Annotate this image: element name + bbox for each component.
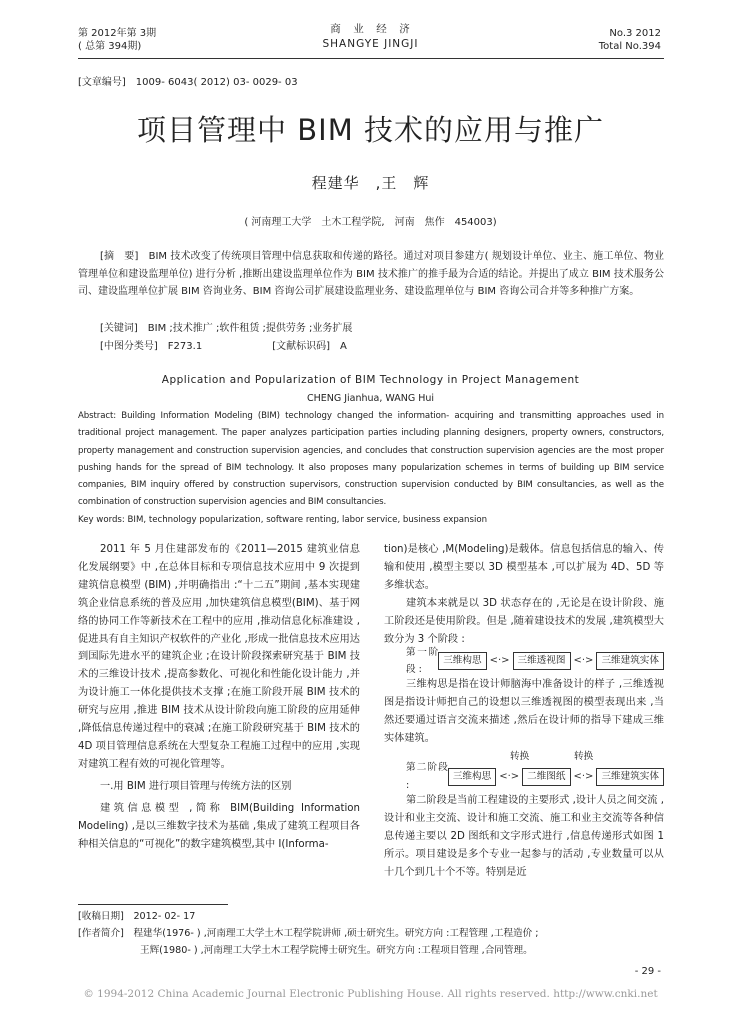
section-heading: 一.用 BIM 进行项目管理与传统方法的区别: [100, 780, 292, 792]
header-rule: [78, 58, 664, 59]
body-paragraph: 三维构思是指在设计师脑海中准备设计的样子 ,三维透视图是指设计师把自己的设想以三维透视图的模型表现出来 ,当然还要通过语言交流来描述 ,然后在设计师的指导下建成三维实体建筑。: [384, 679, 664, 745]
header-journal-cn: 商 业 经 济: [330, 23, 411, 35]
footnotes: [78, 908, 664, 959]
double-arrow-icon: <·>: [573, 655, 594, 667]
double-arrow-icon: <·>: [499, 771, 520, 783]
chinese-abstract: [78, 248, 664, 301]
body-paragraph: 2011 年 5 月住建部发布的《2011—2015 建筑业信息化发展纲要》中 ,在总体目标和专项信息技术应用中 9 次提到建筑信息模型 (BIM) ,并明确指出 :“十二五”期间 ,基本实现建筑企业信息系统的普及应用 ,加快建筑信息模型(BIM)、基于网络的协同工作等新技术在工程中的应用 ,推动信息化标准建设 ,促进具有自主知识产权软件的产业化 ,形成一批信息技术应用达到国际先进水平的建筑企业 ;在设计阶段探索研究基于 BIM 技术的三维设计技术 ,提高参数化、可视化和性能化设计能力 ,并为设计施工一体化提供技术支撑 ;在施工阶段开展 BIM 技术的研究与应用 ,推进 BIM 技术从设计阶段向施工阶段的应用延伸 ,降低信息传递过程中的衰减 ;在施工阶段研究基于 BIM 技术的 4D 项目管理信息系统在大型复杂工程施工过程中的应用 ,实现对建筑工程有效的可视化管理等。: [78, 544, 360, 770]
stage1-diagram: [406, 646, 664, 676]
stage2-box: 三维建筑实体: [596, 768, 664, 786]
conversion-label: 转换: [574, 751, 594, 763]
author-bio-1: [作者简介] 程建华(1976- ) ,河南理工大学土木工程学院讲师 ,硕士研究生。研究方向 :工程管理 ,工程造价 ;: [78, 928, 539, 939]
english-title: Application and Popularization of BIM Technology in Project Management: [161, 374, 580, 386]
double-arrow-icon: <·>: [573, 771, 594, 783]
paper-affiliation: ( 河南理工大学 土木工程学院, 河南 焦作 454003): [244, 217, 497, 228]
article-number: [文章编号] 1009- 6043( 2012) 03- 0029- 03: [78, 77, 298, 88]
english-abstract-text: Abstract: Building Information Modeling (BIM) technology changed the information- acquiring and transmitting approaches used in traditional project management. The paper analyzes participation parties including planning designers, property owners, constructors, property management and construction supervision agencies, and concludes that construction supervision agencies are the most proper pushing hands for the spread of BIM technology. It also proposes many popularization schemes in terms of building up BIM service companies, BIM inquiry offered by construction supervisors, construction supervision conducted by BIM consultancies, as well as the combination of construction supervision agencies and BIM consultancies.: [78, 411, 664, 508]
body-paragraph: 建筑本来就是以 3D 状态存在的 ,无论是在设计阶段、施工阶段还是使用阶段。但是 ,随着建设技术的发展 ,建筑模型大致分为 3 个阶段 :: [384, 597, 664, 645]
stage1-box: 三维构思: [438, 652, 486, 670]
document-code: [文献标识码] A: [272, 341, 347, 352]
conversion-labels: [384, 748, 664, 764]
clc-number: [中图分类号] F273.1: [100, 341, 203, 352]
page-number: - 29 -: [634, 966, 661, 977]
stage1-box: 三维建筑实体: [596, 652, 664, 670]
stage2-box: 二维图纸: [522, 768, 570, 786]
paper-authors: 程建华 ,王 辉: [311, 174, 430, 192]
body-paragraph: tion)是核心 ,M(Modeling)是载体。信息包括信息的输入、传输和使用 ,模型主要以 3D 模型基本 ,可以扩展为 4D、5D 等多维状态。: [384, 544, 664, 591]
header-number-line2: Total No.394: [598, 41, 661, 52]
stage2-label: 第二阶段 :: [406, 762, 448, 792]
classification-row: [100, 338, 352, 356]
header-issue-line2: ( 总第 394期): [78, 41, 142, 52]
author-bio-2: 王辉(1980- ) ,河南理工大学土木工程学院博士研究生。研究方向 :工程项目管理 ,合同管理。: [140, 945, 533, 956]
paper-title: 项目管理中 BIM 技术的应用与推广: [137, 113, 604, 147]
stage2-diagram: [406, 762, 664, 792]
received-date: [收稿日期] 2012- 02- 17: [78, 911, 196, 922]
chinese-keywords-block: [100, 320, 352, 356]
copyright-watermark: © 1994-2012 China Academic Journal Electronic Publishing House. All rights reserved. http://www.cnki.net: [83, 988, 658, 1000]
double-arrow-icon: <·>: [489, 655, 510, 667]
header-journal-en: SHANGYE JINGJI: [322, 38, 419, 50]
body-left-column: [78, 541, 360, 853]
chinese-abstract-text: [摘 要] BIM 技术改变了传统项目管理中信息获取和传递的路径。通过对项目参建方( 规划设计单位、业主、施工单位、物业管理单位和建设监理单位) 进行分析 ,推断出建设监理单位作为 BIM 技术推广的推手最为合适的结论。并提出了成立 BIM 技术服务公司、建设监理单位扩展 BIM 咨询业务、BIM 咨询公司扩展建设监理业务、建设监理单位与 BIM 咨询公司合并等多种推广方案。: [78, 251, 664, 297]
stage1-box: 三维透视图: [513, 652, 571, 670]
conversion-label: 转换: [510, 751, 530, 763]
stage1-label: 第一阶段 :: [406, 646, 439, 676]
footnote-rule: [78, 904, 228, 905]
chinese-keywords: [关键词] BIM ;技术推广 ;软件租赁 ;提供劳务 ;业务扩展: [100, 323, 353, 334]
header-number: [599, 27, 661, 53]
english-keywords: Key words: BIM, technology popularization, software renting, labor service, business expansion: [78, 515, 488, 525]
header-number-line1: No.3 2012: [609, 28, 661, 39]
english-authors: CHENG Jianhua, WANG Hui: [306, 393, 435, 404]
body-right-column: [384, 541, 664, 882]
stage2-box: 三维构思: [448, 768, 496, 786]
body-paragraph: 建筑信息模型 ,简称 BIM(Building Information Modeling) ,是以三维数字技术为基础 ,集成了建筑工程项目各种相关信息的“可视化”的数字建筑模型,其中 I(Informa-: [78, 802, 360, 850]
header-issue-line1: 第 2012年第 3期: [78, 28, 157, 39]
english-abstract: [78, 408, 664, 512]
body-paragraph: 第二阶段是当前工程建设的主要形式 ,设计人员之间交流 ,设计和业主交流、设计和施工交流、施工和业主交流等各种信息传递主要以 2D 图纸和文字形式进行 ,信息传递形式如图 1 所示。项目建设是多个专业一起参与的活动 ,专业数量可以从十几个到几十个不等。特别是近: [384, 795, 664, 878]
